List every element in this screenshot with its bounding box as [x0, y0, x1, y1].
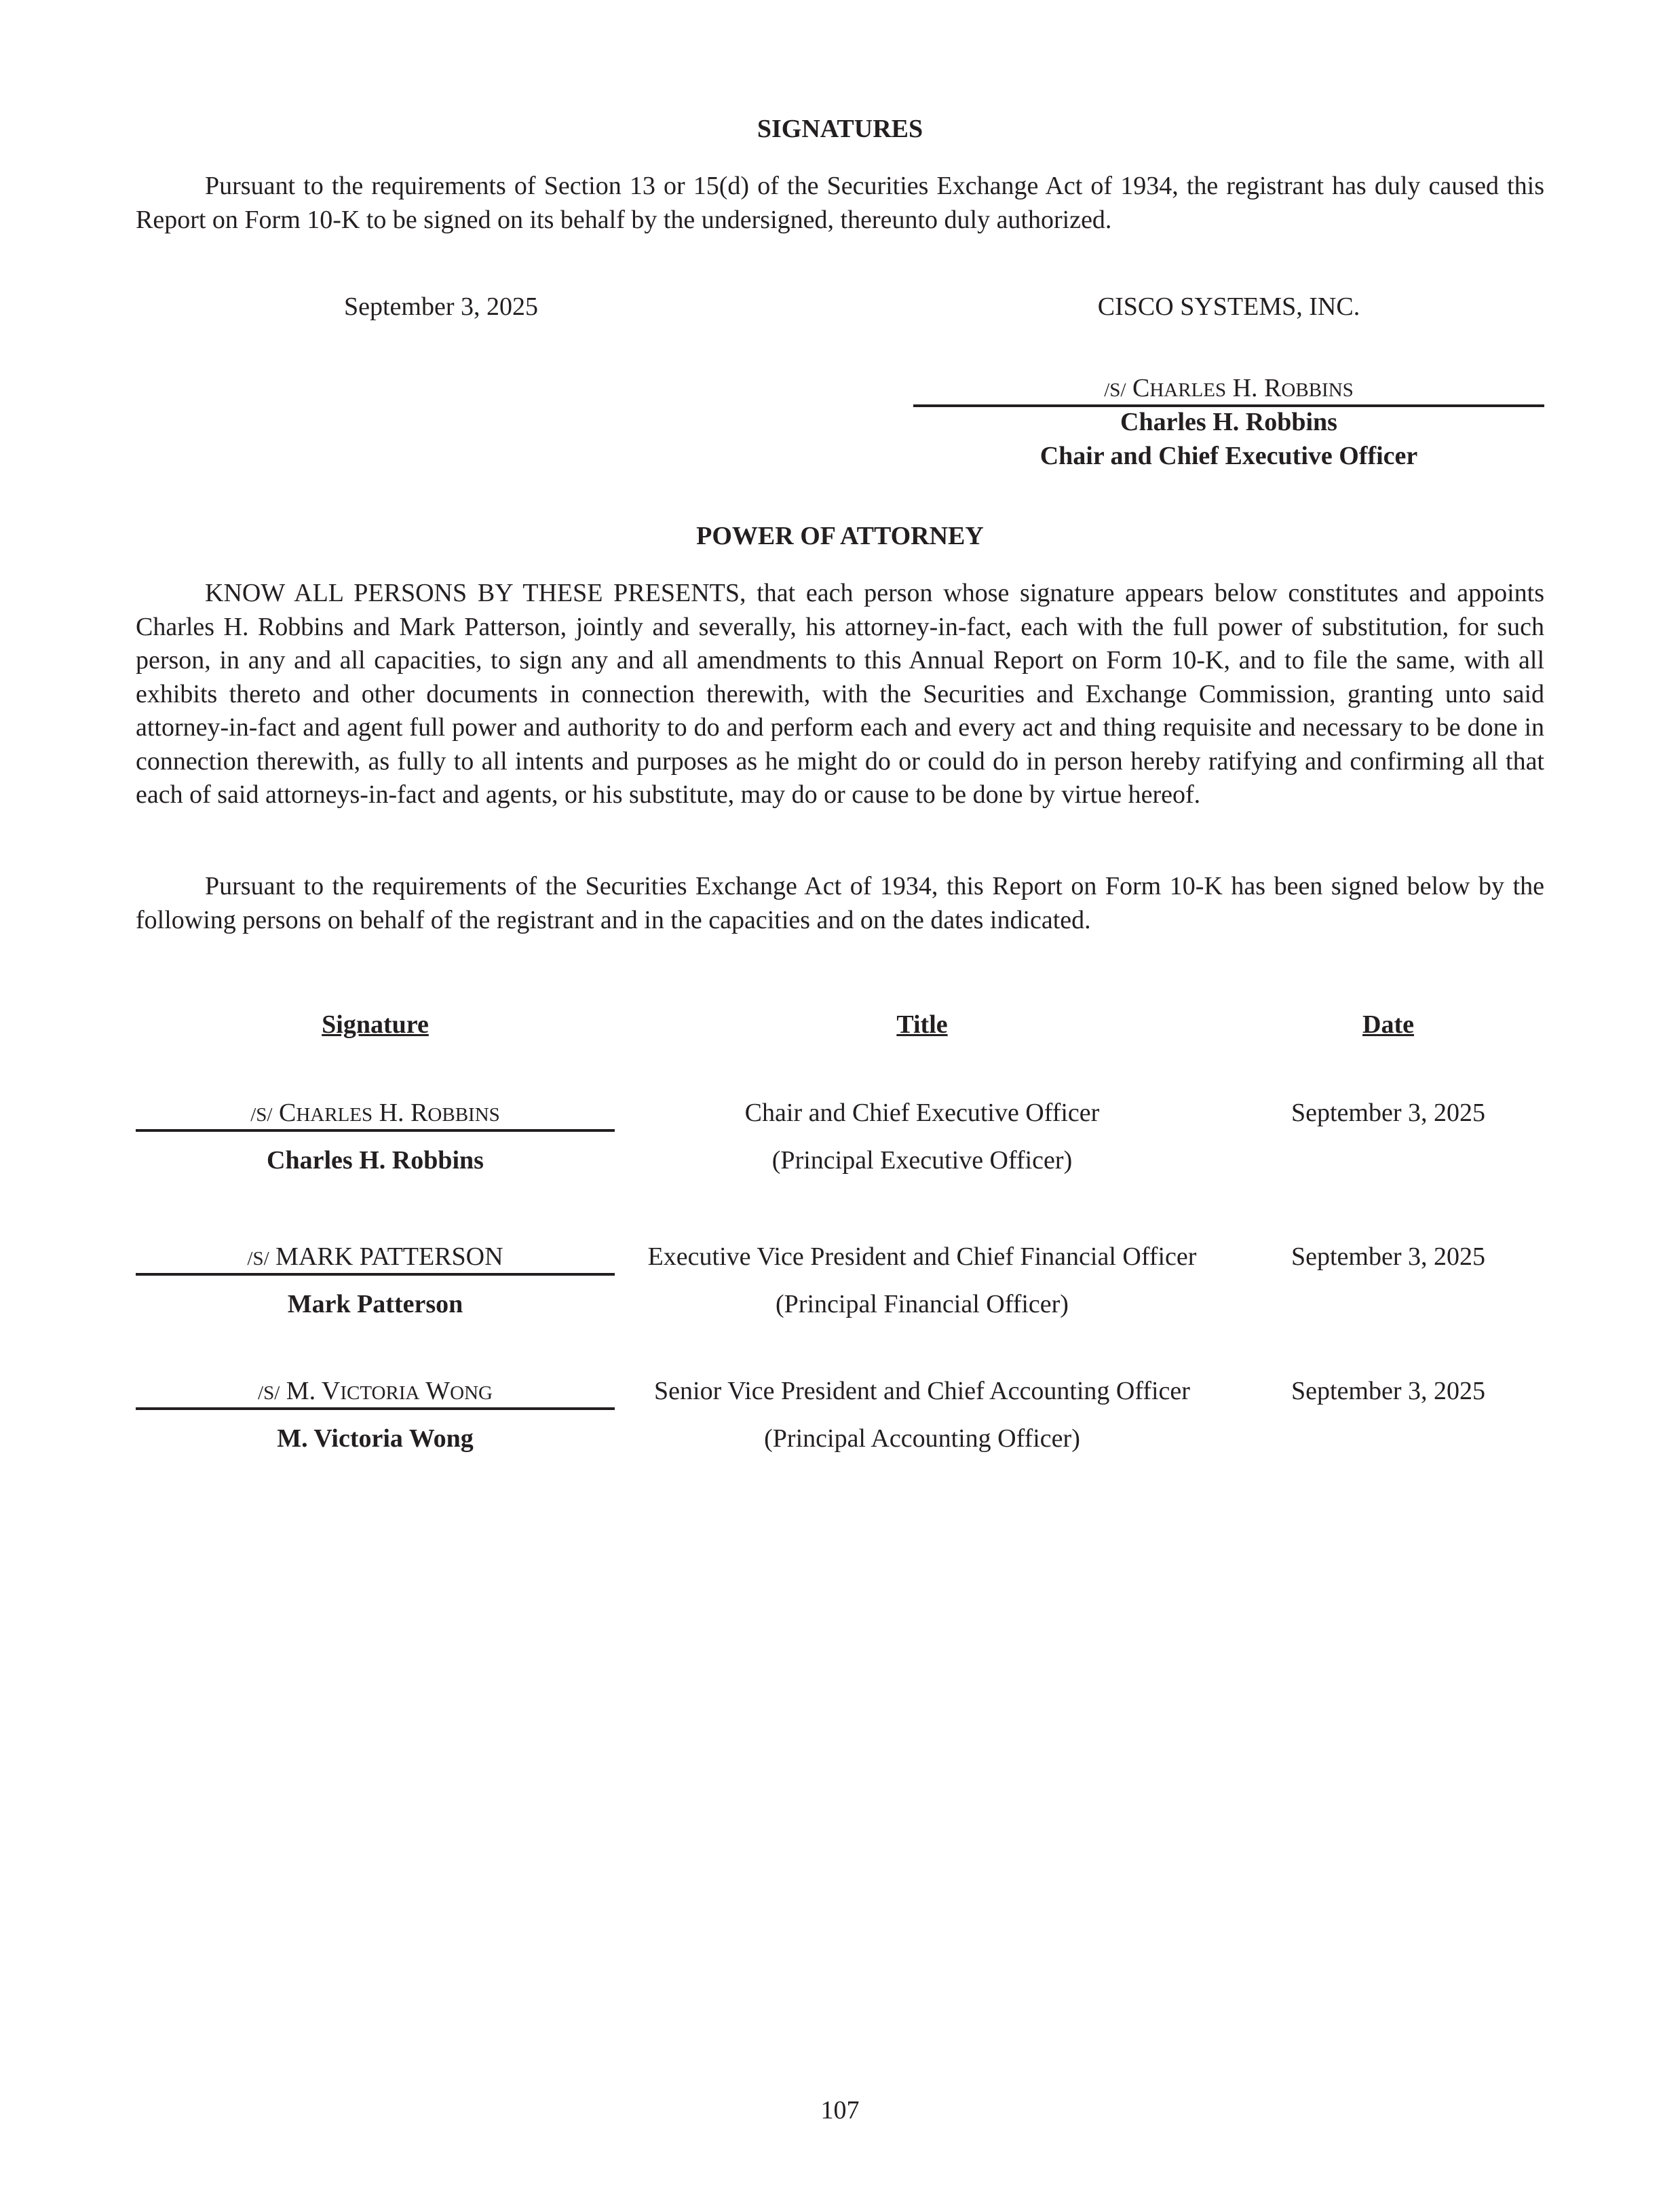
column-header-date: Date — [1362, 1010, 1414, 1039]
pursuant-paragraph: Pursuant to the requirements of the Securities Exchange Act of 1934, this Report on Form 10-K has been signed below by the following persons on behalf of the registrant and in the capacities and on the dates indicated. — [136, 872, 1544, 934]
table-row-title: Executive Vice President and Chief Financial Officer — [647, 1242, 1197, 1271]
table-row-date: September 3, 2025 — [1291, 1377, 1485, 1405]
registrant-company: CISCO SYSTEMS, INC. — [1097, 292, 1360, 321]
sig-mid: H. — [373, 1099, 411, 1127]
sig-cap: V — [321, 1377, 341, 1405]
column-header-signature: Signature — [322, 1010, 429, 1039]
table-row-name: M. Victoria Wong — [277, 1424, 474, 1453]
sig-mid: H. — [1226, 374, 1265, 402]
intro-paragraph: Pursuant to the requirements of Section 13 or 15(d) of the Securities Exchange Act of 1934, the registrant has duly caused this Report on Form 10-K to be signed on its behalf by the undersigned, thereunto duly authorized. — [136, 172, 1544, 234]
sig-text: MARK PATTERSON — [275, 1242, 503, 1271]
signature-line — [136, 1129, 615, 1132]
registrant-name: Charles H. Robbins — [1120, 408, 1337, 436]
table-row-title: Senior Vice President and Chief Accounting Officer — [654, 1377, 1190, 1405]
sig-rest: HARLES — [296, 1104, 373, 1126]
registrant-title: Chair and Chief Executive Officer — [1039, 442, 1418, 470]
sig-rest: HARLES — [1149, 379, 1227, 401]
sig-rest: ICTORIA — [340, 1382, 420, 1404]
table-row-subtitle: (Principal Executive Officer) — [771, 1146, 1073, 1175]
sig-prefix: /S/ — [250, 1104, 273, 1126]
table-row-signature — [136, 1240, 615, 1274]
sig-cap: R — [411, 1099, 428, 1127]
page-number: 107 — [820, 2096, 860, 2125]
sig-cap: C — [278, 1099, 297, 1127]
table-row-subtitle: (Principal Financial Officer) — [776, 1290, 1069, 1318]
heading-signatures: SIGNATURES — [757, 115, 923, 143]
table-row-subtitle: (Principal Accounting Officer) — [764, 1424, 1080, 1453]
signature-line — [136, 1273, 615, 1276]
sig-mid — [419, 1377, 425, 1405]
sig-prefix: /S/ — [258, 1382, 280, 1404]
sig-rest: ONG — [450, 1382, 493, 1404]
table-row-title: Chair and Chief Executive Officer — [744, 1099, 1100, 1127]
table-row-signature — [136, 1375, 615, 1408]
column-header-title: Title — [896, 1010, 948, 1039]
heading-power-of-attorney: POWER OF ATTORNEY — [696, 522, 984, 550]
table-row-date: September 3, 2025 — [1291, 1242, 1485, 1271]
signature-line — [136, 1407, 615, 1410]
poa-paragraph: KNOW ALL PERSONS BY THESE PRESENTS, that each person whose signature appears below constitutes and appoints Charles H. Robbins and Mark Patterson, jointly and severally, his attorney-in-fact, each with the full power of substitution, for such person, in any and all capacities, to sign any and all amendments to this Annual Report on Form 10-K, and to file the same, with all exhibits thereto and other documents in connection therewith, with the Securities and Exchange Commission, granting unto said attorney-in-fact and agent full power and authority to do and perform each and every act and thing requisite and necessary to be done in connection therewith, as fully to all intents and purposes as he might do or could do in person hereby ratifying and confirming all that each of said attorneys-in-fact and agents, or his substitute, may do or cause to be done by virtue hereof. — [136, 579, 1544, 809]
sig-rest: OBBINS — [427, 1104, 500, 1126]
table-row-signature — [136, 1097, 615, 1130]
registrant-date: September 3, 2025 — [343, 292, 538, 321]
table-row-date: September 3, 2025 — [1291, 1099, 1485, 1127]
sig-prefix: /S/ — [1104, 379, 1126, 401]
sig-cap: C — [1132, 374, 1150, 402]
table-row-name: Charles H. Robbins — [267, 1146, 484, 1175]
sig-cap: W — [425, 1377, 451, 1405]
registrant-signature — [913, 372, 1544, 405]
sig-cap: R — [1264, 374, 1282, 402]
sig-rest: OBBINS — [1281, 379, 1354, 401]
sig-initial: M. — [286, 1377, 322, 1405]
sig-prefix: /S/ — [247, 1248, 269, 1270]
table-row-name: Mark Patterson — [287, 1290, 463, 1318]
